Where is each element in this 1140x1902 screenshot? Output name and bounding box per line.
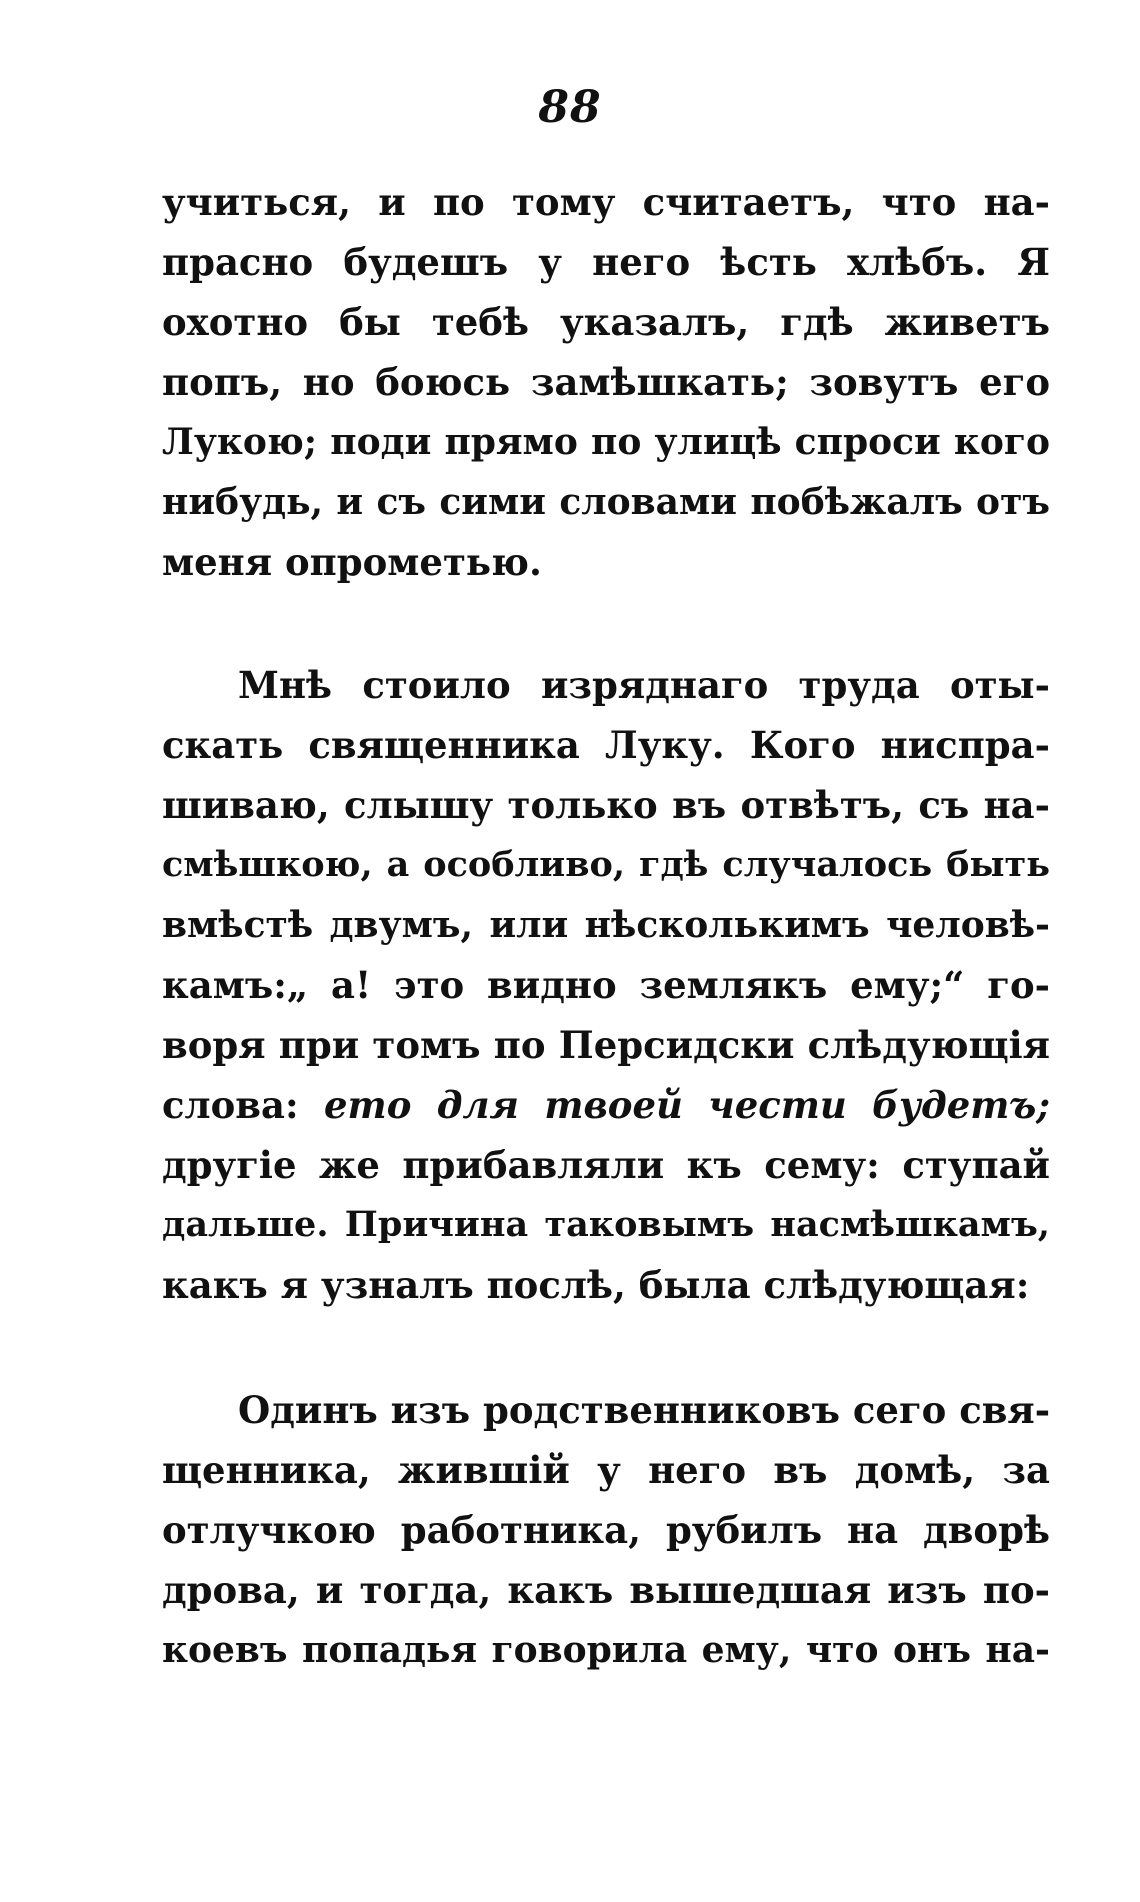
text-line: Мнѣ стоило изряднаго труда оты- (238, 663, 1050, 707)
paragraph-3 (162, 1380, 1050, 1680)
paragraph-1 (162, 172, 1050, 592)
text-line: коевъ попадья говорила ему, что онъ на- (162, 1629, 1050, 1671)
text-line: скать священника Луку. Кого ниспра- (162, 723, 1050, 767)
text-line: меня опрометью. (162, 540, 542, 584)
text-line: попъ, но боюсь замѣшкать; зовутъ его (162, 360, 1050, 404)
text-line: Лукою; поди прямо по улицѣ спроси кого (162, 421, 1050, 463)
text-line-with-italic (162, 1075, 1050, 1135)
text-line: камъ:„ а! это видно землякъ ему;“ го- (162, 963, 1050, 1007)
text-line: дальше. Причина таковымъ насмѣшкамъ, (162, 1204, 1050, 1245)
text-line: прасно будешъ у него ѣсть хлѣбъ. Я (162, 240, 1050, 284)
paragraph-2 (162, 655, 1050, 1315)
text-line: щенника, жившій у него въ домѣ, за (162, 1448, 1050, 1492)
text-line: дрова, и тогда, какъ вышедшая изъ по- (162, 1568, 1050, 1612)
text-line: смѣшкою, а особливо, гдѣ случалось быть (162, 844, 1050, 885)
text-line: какъ я узналъ послѣ, была слѣдующая: (162, 1263, 1030, 1307)
text-line: другіе же прибавляли къ сему: ступай (162, 1143, 1050, 1187)
text-line: вмѣстѣ двумъ, или нѣсколькимъ человѣ- (162, 904, 1050, 946)
text-segment: слова: (162, 1083, 324, 1127)
text-line: нибудь, и съ сими словами побѣжалъ отъ (162, 481, 1050, 523)
text-line: Одинъ изъ родственниковъ сего свя- (238, 1388, 1051, 1432)
text-line: воря при томъ по Персидски слѣдующія (162, 1023, 1050, 1067)
text-line: учиться, и по тому считаетъ, что на- (162, 180, 1050, 224)
text-line: шиваю, слышу только въ отвѣтъ, съ на- (162, 783, 1050, 827)
page-number: 88 (538, 82, 602, 133)
text-line: охотно бы тебѣ указалъ, гдѣ живетъ (162, 300, 1050, 344)
italic-phrase: ето для твоей чести будетъ; (324, 1083, 1050, 1127)
text-line: отлучкою работника, рубилъ на дворѣ (162, 1508, 1050, 1552)
